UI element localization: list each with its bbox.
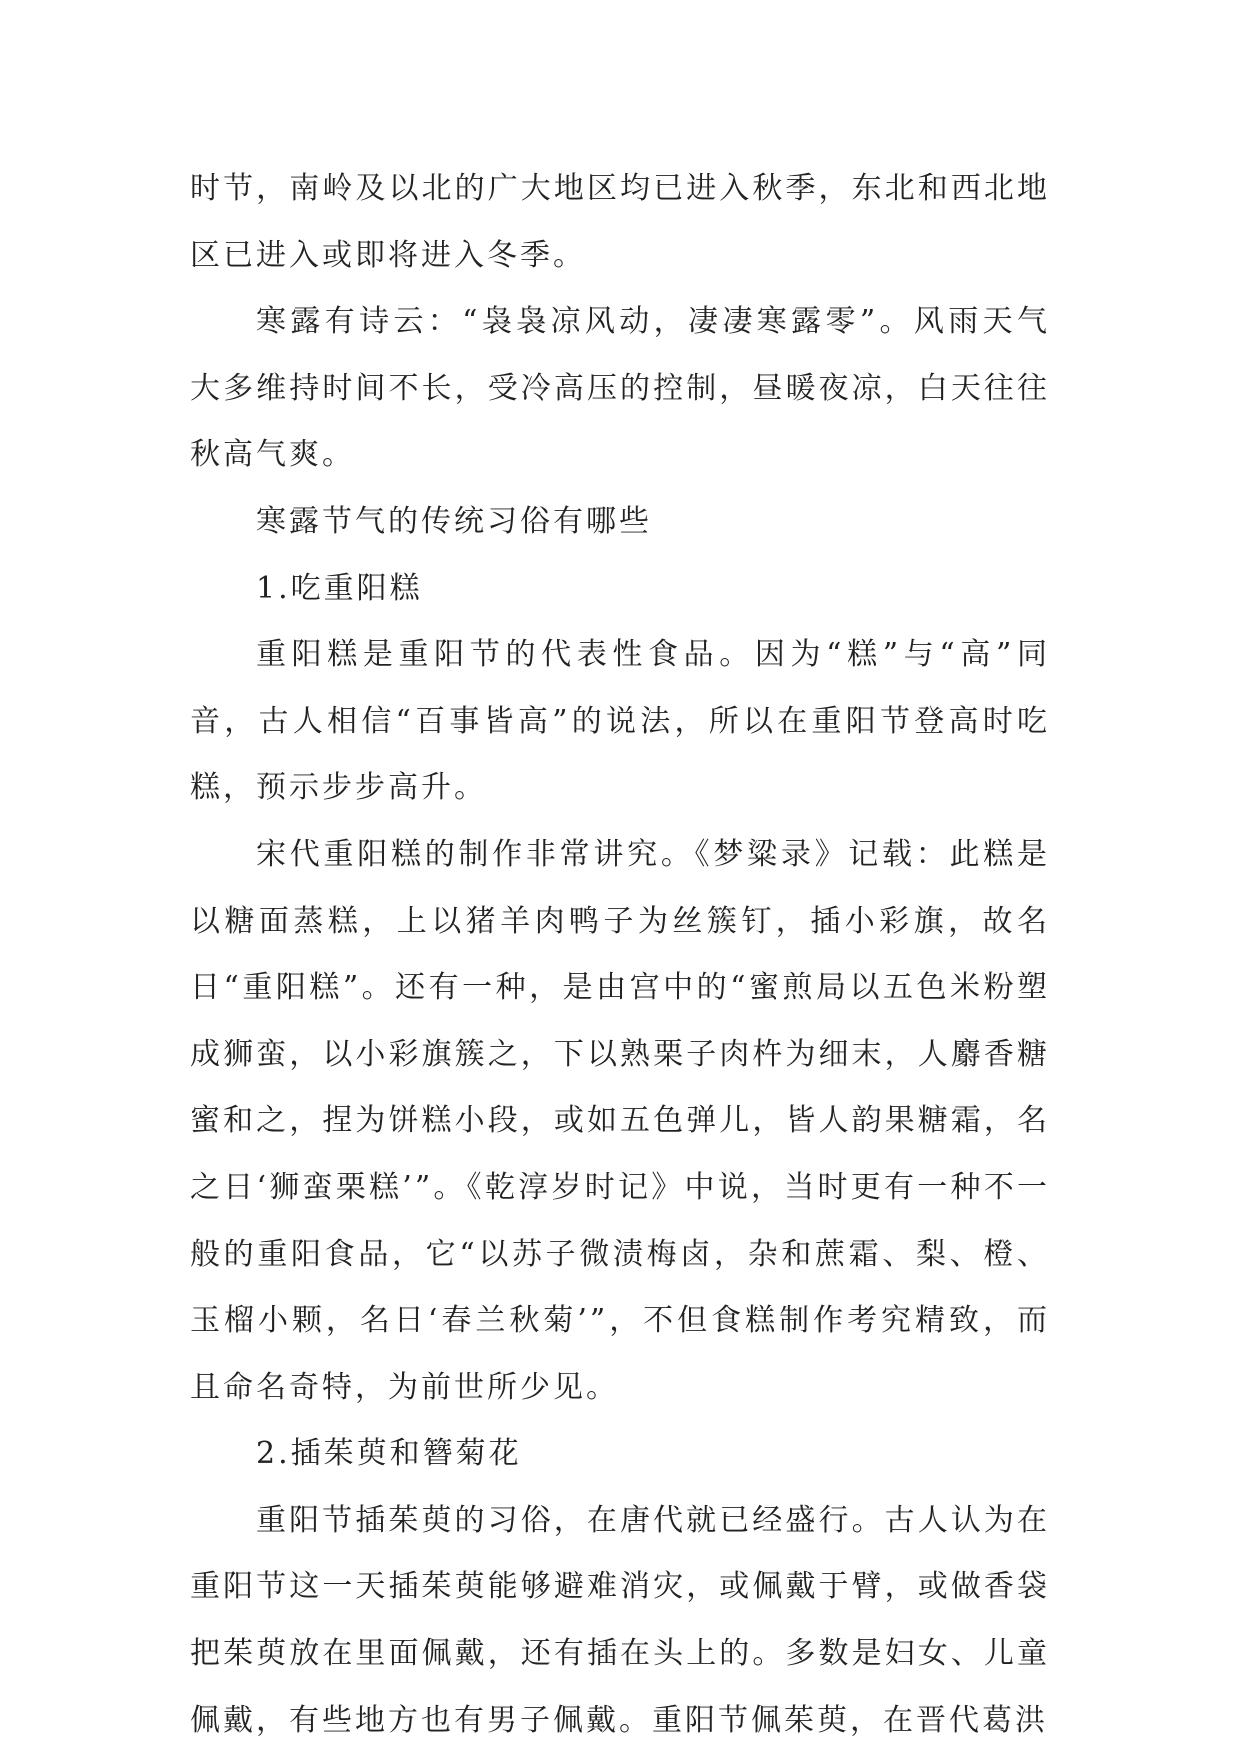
paragraph-poem: 寒露有诗云：“袅袅凉风动，凄凄寒露零”。风雨天气大多维持时间不长，受冷高压的控制，昼暖夜凉，白天往往秋高气爽。 [190,304,1050,473]
paragraph-cake-intro: 重阳糕是重阳节的代表性食品。因为“糕”与“高”同音，古人相信“百事皆高”的说法，所以在重阳节登高时吃糕，预示步步高升。 [190,637,1050,806]
paragraph-song-dynasty-cake: 宋代重阳糕的制作非常讲究。《梦粱录》记载：此糕是以糖面蒸糕，上以猪羊肉鸭子为丝簇钉，插小彩旗，故名日“重阳糕”。还有一种，是由宫中的“蜜煎局以五色米粉塑成狮蛮，以小彩旗簇之，下以熟栗子肉杵为细末，人麝香糖蜜和之，捏为饼糕小段，或如五色弹儿，皆人韵果糖霜，名之日‘狮蛮栗糕’”。《乾淳岁时记》中说，当时更有一种不一般的重阳食品，它“以苏子微渍梅卤，杂和蔗霜、梨、橙、玉榴小颗，名日‘春兰秋菊’”，不但食糕制作考究精致，而且命名奇特，为前世所少见。 [190,836,1050,1405]
subheading-chongyang-cake: 1.吃重阳糕 [256,570,423,606]
section-heading-customs: 寒露节气的传统习俗有哪些 [256,503,652,539]
paragraph-continuation: 时节，南岭及以北的广大地区均已进入秋季，东北和西北地区已进入或即将进入冬季。 [190,171,1050,273]
document-body [190,156,1050,1754]
paragraph-zhuyu: 重阳节插茱萸的习俗，在唐代就已经盛行。古人认为在重阳节这一天插茱萸能够避难消灾，或佩戴于臂，或做香袋把茱萸放在里面佩戴，还有插在头上的。多数是妇女、儿童佩戴，有些地方也有男子佩戴。重阳节佩茱萸，在晋代葛洪 [190,1502,1050,1738]
subheading-zhuyu-chrysanthemum: 2.插茱萸和簪菊花 [256,1436,522,1472]
